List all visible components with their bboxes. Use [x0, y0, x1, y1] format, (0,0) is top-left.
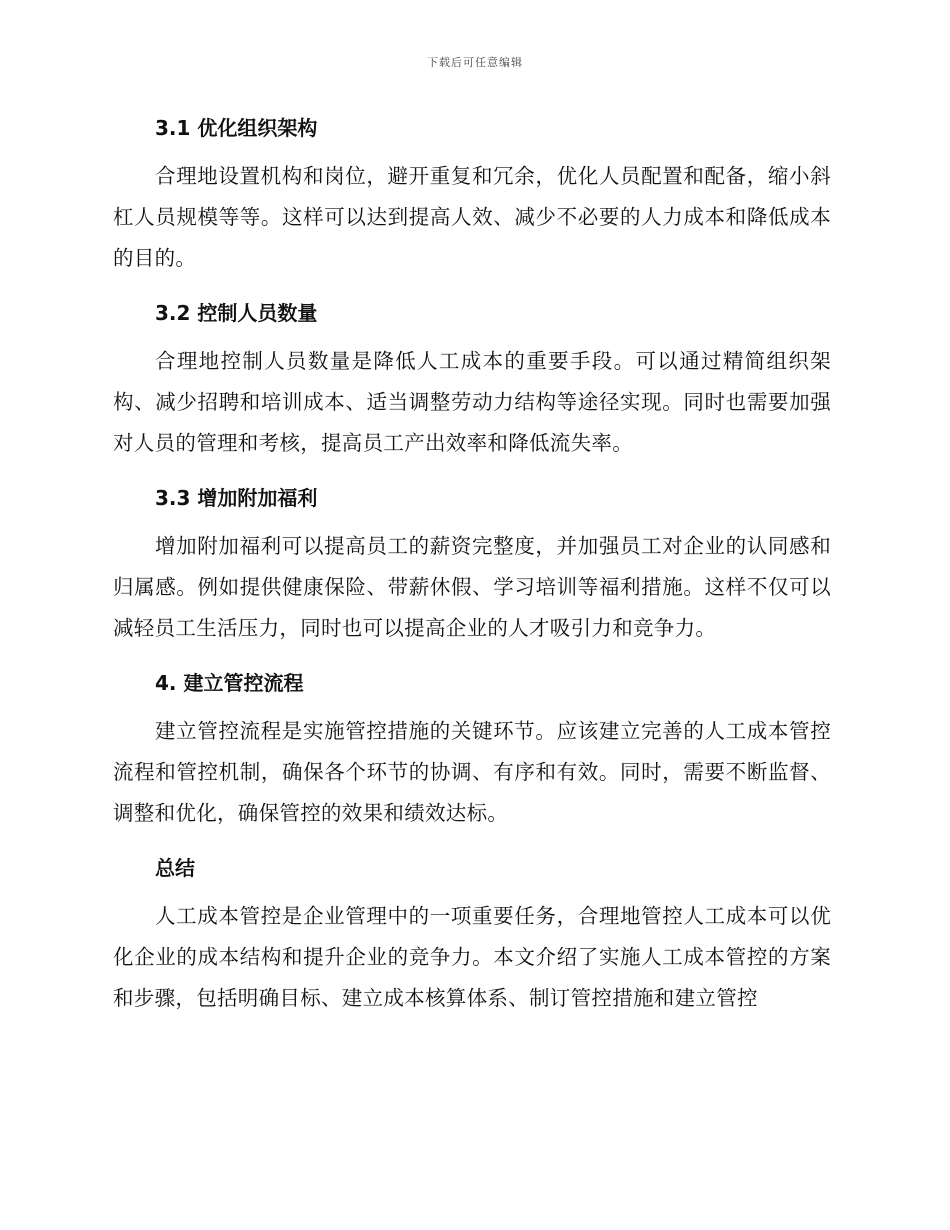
section-heading-summary: 总结: [155, 856, 195, 880]
page-header: 下载后可任意编辑: [427, 56, 523, 69]
section-heading-3-3: 3.3 增加附加福利: [155, 486, 318, 510]
section-paragraph-summary: 人工成本管控是企业管理中的一项重要任务，合理地管控人工成本可以优化企业的成本结构和提升企业的竞争力。本文介绍了实施人工成本管控的方案和步骤，包括明确目标、建立成本核算体系、制订管控措施和建立管控: [113, 904, 831, 1010]
section-heading-3-1: 3.1 优化组织架构: [155, 116, 318, 140]
section-heading-3-2: 3.2 控制人员数量: [155, 301, 318, 325]
document-body: [113, 108, 831, 1019]
section-paragraph-3-3: 增加附加福利可以提高员工的薪资完整度，并加强员工对企业的认同感和归属感。例如提供健康保险、带薪休假、学习培训等福利措施。这样不仅可以减轻员工生活压力，同时也可以提高企业的人才吸引力和竞争力。: [113, 534, 831, 640]
section-heading-4: 4. 建立管控流程: [155, 671, 304, 695]
section-paragraph-3-2: 合理地控制人员数量是降低人工成本的重要手段。可以通过精简组织架构、减少招聘和培训成本、适当调整劳动力结构等途径实现。同时也需要加强对人员的管理和考核，提高员工产出效率和降低流失率。: [113, 349, 831, 455]
section-paragraph-3-1: 合理地设置机构和岗位，避开重复和冗余，优化人员配置和配备，缩小斜杠人员规模等等。这样可以达到提高人效、减少不必要的人力成本和降低成本的目的。: [113, 164, 831, 270]
section-paragraph-4: 建立管控流程是实施管控措施的关键环节。应该建立完善的人工成本管控流程和管控机制，确保各个环节的协调、有序和有效。同时，需要不断监督、调整和优化，确保管控的效果和绩效达标。: [113, 719, 831, 825]
